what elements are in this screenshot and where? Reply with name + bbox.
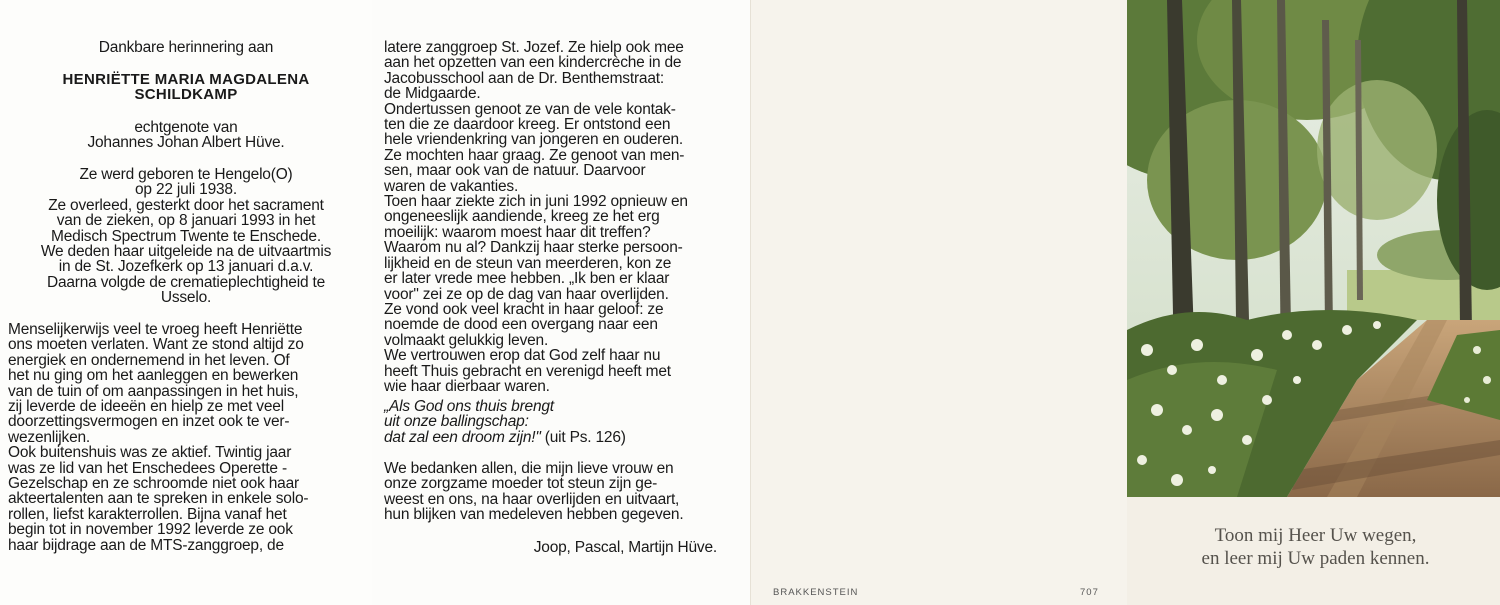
body-line: Ze mochten haar graag. Ze genoot van men- xyxy=(384,146,685,164)
body-line: volmaakt gelukkig leven. xyxy=(384,331,549,349)
thanks-line: hun blijken van medeleven hebben gegeven. xyxy=(384,506,684,524)
life-story-block xyxy=(8,322,364,553)
body-line: Toen haar ziekte zich in juni 1992 opnieuw en xyxy=(384,193,688,211)
body-line: aan het opzetten van een kindercrèche in de xyxy=(384,54,682,72)
verse-line: Toon mij Heer Uw wegen, xyxy=(1214,525,1417,546)
publisher-mark: BRAKKENSTEIN xyxy=(773,587,859,598)
body-line: Ondertussen genoot ze van de vele kontak- xyxy=(384,100,676,118)
verse-line: en leer mij Uw paden kennen. xyxy=(1201,548,1430,569)
biography-block xyxy=(8,167,364,306)
bio-line: Usselo. xyxy=(160,289,212,307)
body-line: begin tot in november 1992 leverde ze ook xyxy=(8,521,293,539)
body-line: energiek en ondernemend in het leven. Of xyxy=(8,351,290,369)
body-line: latere zanggroep St. Jozef. Ze hielp ook mee xyxy=(384,39,684,56)
life-story-continued xyxy=(384,40,732,394)
body-line: akteertalenten aan te spreken in enkele solo- xyxy=(8,490,309,508)
body-line: er later vrede mee hebben. „Ik ben er klaar xyxy=(384,270,670,288)
bio-line: op 22 juli 1938. xyxy=(135,181,237,199)
middle-text-panel xyxy=(372,0,750,605)
memorial-heading: Dankbare herinnering aan xyxy=(98,39,274,56)
card-number: 707 xyxy=(1080,587,1099,598)
body-line: hele vriendenkring van jongeren en ouderen. xyxy=(384,131,684,149)
body-line: wie haar dierbaar waren. xyxy=(384,377,550,395)
body-line: waren de vakanties. xyxy=(384,177,519,195)
body-line: heeft Thuis gebracht en verenigd heeft met xyxy=(384,362,671,380)
body-line: ons moeten verlaten. Want ze stond altijd zo xyxy=(8,336,304,354)
deceased-name-line-2: SCHILDKAMP xyxy=(134,86,238,103)
bio-line: We deden haar uitgeleide na de uitvaartmis xyxy=(40,243,332,261)
bio-line: Ze werd geboren te Hengelo(O) xyxy=(79,166,293,183)
front-cover-panel xyxy=(1127,0,1500,605)
body-line: zij leverde de ideeën en hielp ze met veel xyxy=(8,398,284,416)
bio-line: in de St. Jozefkerk op 13 januari d.a.v. xyxy=(58,258,314,276)
family-signature: Joop, Pascal, Martijn Hüve. xyxy=(533,539,717,556)
body-line: moeilijk: waarom moest haar dit treffen? xyxy=(384,223,651,241)
body-line: Ze vond ook veel kracht in haar geloof: ze xyxy=(384,300,664,318)
body-line: doorzettingsvermogen en inzet ook te ver- xyxy=(8,413,290,431)
bio-line: van de zieken, op 8 januari 1993 in het xyxy=(56,212,316,230)
body-line: noemde de dood een overgang naar een xyxy=(384,316,658,334)
body-line: ten die ze daardoor kreeg. Er ontstond een xyxy=(384,116,671,134)
psalm-quote xyxy=(384,399,732,445)
body-line: We vertrouwen erop dat God zelf haar nu xyxy=(384,347,661,365)
body-line: Jacobusschool aan de Dr. Benthemstraat: xyxy=(384,69,664,87)
body-line: Waarom nu al? Dankzij haar sterke persoon- xyxy=(384,239,683,257)
bible-verse xyxy=(1147,524,1484,570)
thanks-block xyxy=(384,461,732,523)
body-line: lijkheid en de steun van meerderen, kon ze xyxy=(384,254,672,272)
body-line: Menselijkerwijs veel te vroeg heeft Henriëtte xyxy=(8,321,303,338)
left-text-panel xyxy=(0,0,372,605)
quote-source: (uit Ps. 126) xyxy=(544,428,626,446)
quote-line: uit onze ballingschap: xyxy=(384,413,529,431)
quote-line: „Als God ons thuis brengt xyxy=(384,398,554,415)
body-line: van de tuin of om aanpassingen in het huis, xyxy=(8,382,299,400)
thanks-line: We bedanken allen, die mijn lieve vrouw en xyxy=(384,460,674,477)
body-line: Ook buitenshuis was ze aktief. Twintig jaar xyxy=(8,444,292,462)
deceased-name-line-1: HENRIËTTE MARIA MAGDALENA xyxy=(62,71,310,88)
thanks-line: onze zorgzame moeder tot steun zijn ge- xyxy=(384,475,658,493)
body-line: ongeneeslijk aandiende, kreeg ze het erg xyxy=(384,208,660,226)
body-line: Gezelschap en ze schroomde niet ook haar xyxy=(8,475,299,493)
body-line: het nu ging om het aanleggen en bewerken xyxy=(8,367,299,385)
back-panel xyxy=(750,0,1127,605)
body-line: de Midgaarde. xyxy=(384,85,481,103)
bio-line: Daarna volgde de crematieplechtigheid te xyxy=(46,273,326,291)
body-line: sen, maar ook van de natuur. Daarvoor xyxy=(384,162,646,180)
body-line: was ze lid van het Enschedees Operette - xyxy=(8,459,287,477)
spouse-line-2: Johannes Johan Albert Hüve. xyxy=(87,134,285,151)
body-line: wezenlijken. xyxy=(8,428,91,446)
body-line: voor" zei ze op de dag van haar overlijden. xyxy=(384,285,669,303)
bio-line: Ze overleed, gesterkt door het sacrament xyxy=(48,196,324,214)
body-line: rollen, liefst karakterrollen. Bijna vanaf het xyxy=(8,505,287,523)
spouse-line-1: echtgenote van xyxy=(134,119,238,136)
quote-line: dat zal een droom zijn!" xyxy=(384,428,541,446)
forest-path-photo xyxy=(1127,0,1500,497)
thanks-line: weest en ons, na haar overlijden en uitvaart, xyxy=(384,490,680,508)
bio-line: Medisch Spectrum Twente te Enschede. xyxy=(51,227,321,245)
body-line: haar bijdrage aan de MTS-zanggroep, de xyxy=(8,536,284,554)
